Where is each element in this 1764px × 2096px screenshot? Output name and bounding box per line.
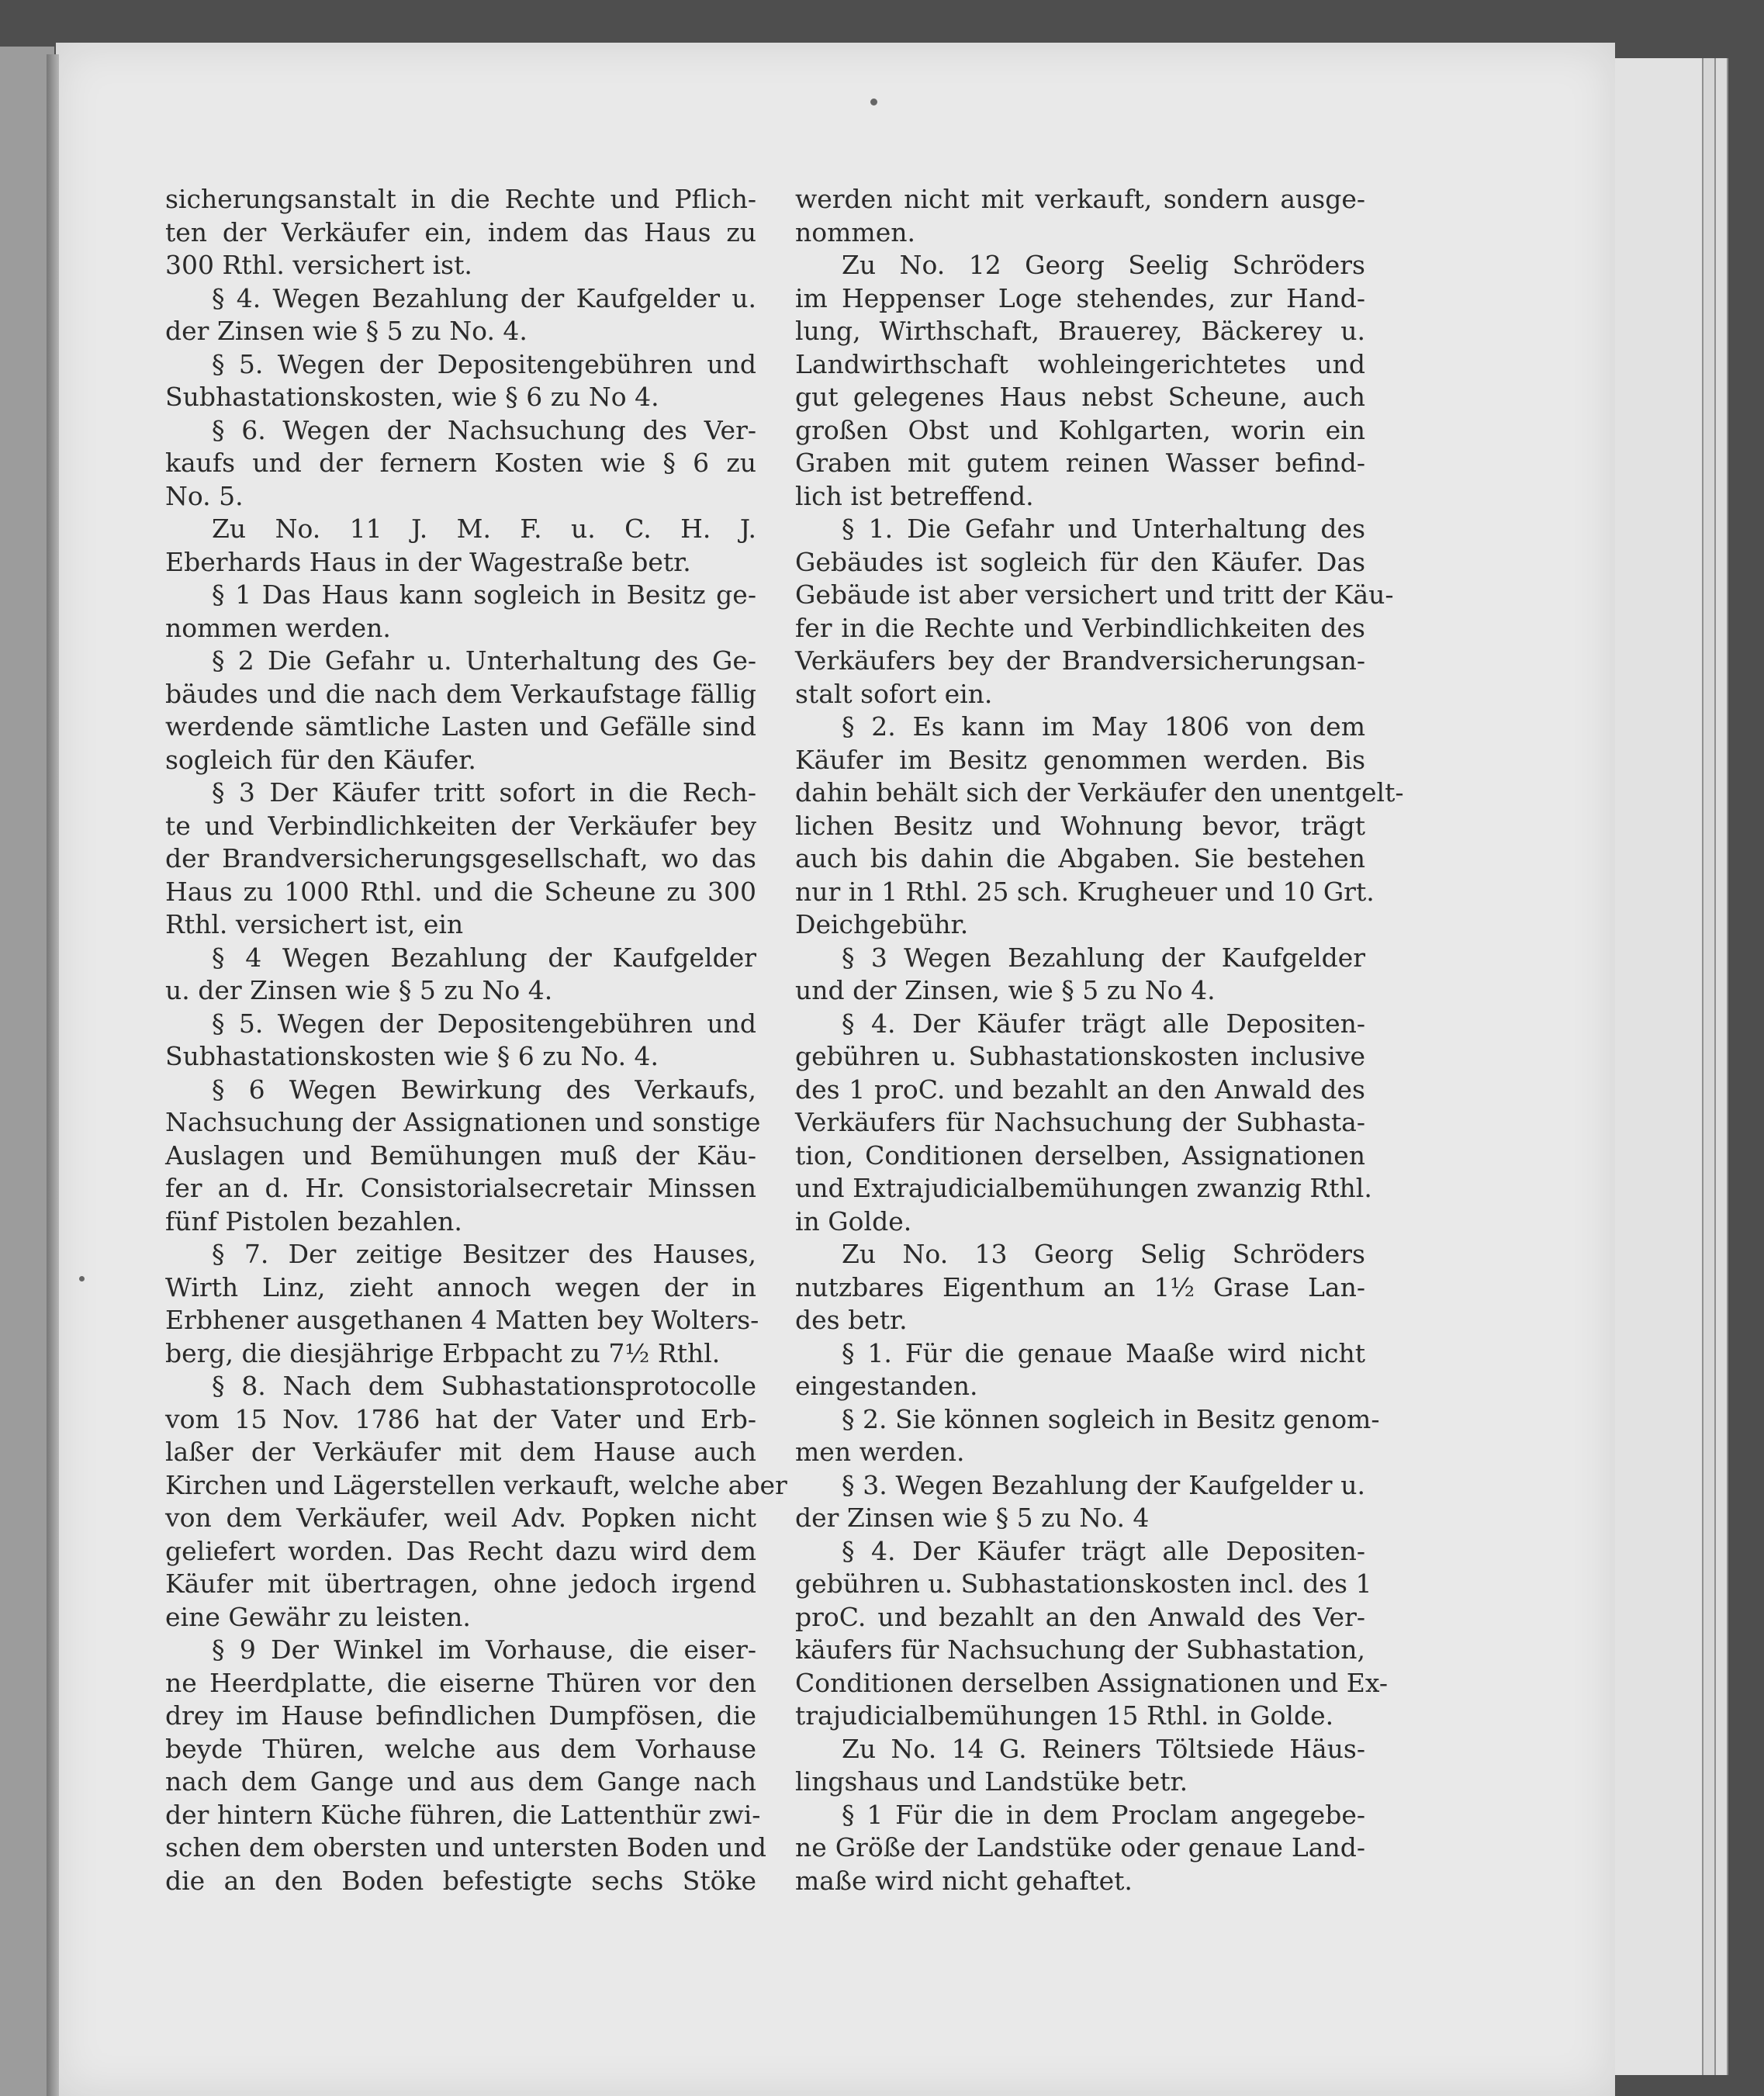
text-line: der Zinsen wie § 5 zu No. 4.: [165, 316, 527, 346]
text-line: schen dem obersten und untersten Boden und: [165, 1832, 766, 1863]
text-line: § 1 Für die in dem Proclam angegebe-: [842, 1799, 1365, 1830]
text-line: auch bis dahin die Abgaben. Sie bestehen: [795, 843, 1365, 873]
text-line: fer in die Rechte und Verbindlichkeiten des: [795, 612, 1365, 643]
text-line: sicherungsanstalt in die Rechte und Pflich-: [165, 184, 756, 214]
text-line: in Golde.: [795, 1205, 912, 1237]
text-line: Deichgebühr.: [795, 909, 969, 939]
text-line: No. 5.: [165, 480, 244, 511]
text-line: § 3 Der Käufer tritt sofort in die Rech-: [212, 777, 756, 808]
ink-spot: [79, 1276, 85, 1281]
text-line: geliefert worden. Das Recht dazu wird dem: [165, 1535, 756, 1566]
text-line: laßer der Verkäufer mit dem Hause auch: [165, 1437, 756, 1467]
text-line: Käufer im Besitz genommen werden. Bis: [795, 744, 1365, 775]
text-line: Erbhener ausgethanen 4 Matten bey Wolters-: [165, 1305, 759, 1335]
text-line: der Brandversicherungsgesellschaft, wo das: [165, 843, 756, 873]
text-line: § 1. Für die genaue Maaße wird nicht: [842, 1337, 1365, 1368]
text-line: drey im Hause befindlichen Dumpfösen, die: [165, 1700, 756, 1731]
text-line: bäudes und die nach dem Verkaufstage fällig: [165, 678, 756, 709]
text-line: sogleich für den Käufer.: [165, 744, 476, 775]
text-line: stalt sofort ein.: [795, 678, 993, 709]
text-line: trajudicialbemühungen 15 Rthl. in Golde.: [795, 1700, 1334, 1731]
text-line: § 1 Das Haus kann sogleich in Besitz ge-: [212, 579, 756, 610]
text-line: eine Gewähr zu leisten.: [165, 1601, 471, 1632]
text-line: dahin behält sich der Verkäufer den unentgelt-: [795, 777, 1404, 808]
text-line: Gebäude ist aber versichert und tritt der Käu-: [795, 579, 1394, 610]
text-line: Käufer mit übertragen, ohne jedoch irgend: [165, 1569, 756, 1599]
text-line: und der Zinsen, wie § 5 zu No 4.: [795, 975, 1216, 1005]
text-line: § 4. Wegen Bezahlung der Kaufgelder u.: [212, 282, 756, 313]
text-line: Zu No. 11 J. M. F. u. C. H. J.: [212, 514, 756, 544]
text-line: tion, Conditionen derselben, Assignationen: [795, 1140, 1365, 1171]
text-line: fünf Pistolen bezahlen.: [165, 1205, 462, 1237]
text-line: des 1 proC. und bezahlt an den Anwald des: [795, 1074, 1365, 1105]
text-line: ne Größe der Landstüke oder genaue Land-: [795, 1832, 1365, 1863]
text-line: § 1. Die Gefahr und Unterhaltung des: [842, 514, 1365, 544]
text-line: der Zinsen wie § 5 zu No. 4: [795, 1503, 1150, 1533]
text-line: Subhastationskosten wie § 6 zu No. 4.: [165, 1041, 659, 1071]
text-line: § 8. Nach dem Subhastationsprotocolle: [212, 1371, 756, 1401]
text-line: Eberhards Haus in der Wagestraße betr.: [165, 546, 691, 577]
text-line: § 7. Der zeitige Besitzer des Hauses,: [212, 1239, 756, 1269]
text-line: beyde Thüren, welche aus dem Vorhause: [165, 1733, 756, 1764]
text-line: des betr.: [795, 1305, 908, 1335]
left-text-column: [165, 183, 787, 1897]
text-line: nommen werden.: [165, 612, 391, 643]
text-line: Zu No. 13 Georg Selig Schröders: [842, 1239, 1365, 1269]
text-line: § 4. Der Käufer trägt alle Depositen-: [842, 1535, 1365, 1566]
text-line: der hintern Küche führen, die Lattenthür zwi-: [165, 1799, 761, 1830]
text-line: von dem Verkäufer, weil Adv. Popken nicht: [165, 1503, 756, 1533]
text-line: gebühren u. Subhastationskosten inclusive: [795, 1041, 1365, 1071]
text-line: te und Verbindlichkeiten der Verkäufer bey: [165, 810, 756, 841]
text-line: ten der Verkäufer ein, indem das Haus zu: [165, 216, 756, 247]
text-line: Conditionen derselben Assignationen und Ex-: [795, 1667, 1389, 1698]
text-line: vom 15 Nov. 1786 hat der Vater und Erb-: [165, 1403, 756, 1434]
text-line: im Heppenser Loge stehendes, zur Hand-: [795, 282, 1365, 313]
text-line: Gebäudes ist sogleich für den Käufer. Das: [795, 546, 1365, 577]
text-line: nach dem Gange und aus dem Gange nach: [165, 1766, 756, 1797]
text-line: berg, die diesjährige Erbpacht zu 7½ Rthl.: [165, 1337, 721, 1368]
text-line: u. der Zinsen wie § 5 zu No 4.: [165, 975, 553, 1005]
text-line: ne Heerdplatte, die eiserne Thüren vor den: [165, 1667, 756, 1698]
text-line: Landwirthschaft wohleingerichtetes und: [795, 348, 1365, 379]
text-line: lich ist betreffend.: [795, 480, 1034, 511]
text-line: gut gelegenes Haus nebst Scheune, auch: [795, 382, 1365, 412]
text-line: Verkäufers für Nachsuchung der Subhasta-: [795, 1107, 1365, 1137]
text-line: Verkäufers bey der Brandversicherungsan-: [795, 645, 1365, 676]
text-line: kaufs und der fernern Kosten wie § 6 zu: [165, 448, 756, 478]
text-line: und Extrajudicialbemühungen zwanzig Rthl.: [795, 1173, 1372, 1203]
text-line: lung, Wirthschaft, Brauerey, Bäckerey u.: [795, 316, 1365, 346]
text-line: § 4 Wegen Bezahlung der Kaufgelder: [212, 942, 756, 973]
text-line: § 3 Wegen Bezahlung der Kaufgelder: [842, 942, 1365, 973]
text-line: nommen.: [795, 216, 915, 247]
text-line: § 2 Die Gefahr u. Unterhaltung des Ge-: [212, 645, 756, 676]
text-line: lichen Besitz und Wohnung bevor, trägt: [795, 810, 1365, 841]
text-line: § 6 Wegen Bewirkung des Verkaufs,: [212, 1074, 756, 1105]
text-line: § 5. Wegen der Depositengebühren und: [212, 1008, 756, 1039]
text-line: men werden.: [795, 1437, 965, 1467]
text-line: werden nicht mit verkauft, sondern ausge-: [795, 184, 1365, 214]
text-line: eingestanden.: [795, 1371, 978, 1401]
text-line: 300 Rthl. versichert ist.: [165, 250, 472, 280]
text-line: großen Obst und Kohlgarten, worin ein: [795, 414, 1365, 445]
text-line: Auslagen und Bemühungen muß der Käu-: [165, 1140, 756, 1171]
text-line: Rthl. versichert ist, ein: [165, 909, 464, 939]
text-line: § 4. Der Käufer trägt alle Depositen-: [842, 1008, 1365, 1039]
text-line: § 5. Wegen der Depositengebühren und: [212, 348, 756, 379]
text-line: Wirth Linz, zieht annoch wegen der in: [165, 1271, 756, 1302]
ink-spot: [870, 99, 877, 105]
text-line: käufers für Nachsuchung der Subhastation,: [795, 1634, 1365, 1665]
text-line: Subhastationskosten, wie § 6 zu No 4.: [165, 382, 659, 412]
text-line: proC. und bezahlt an den Anwald des Ver-: [795, 1601, 1365, 1632]
page-gutter: [47, 54, 59, 2096]
text-line: § 6. Wegen der Nachsuchung des Ver-: [212, 414, 756, 445]
text-line: gebühren u. Subhastationskosten incl. des 1: [795, 1569, 1372, 1599]
text-line: die an den Boden befestigte sechs Stöke: [165, 1865, 756, 1896]
text-line: § 3. Wegen Bezahlung der Kaufgelder u.: [842, 1469, 1365, 1500]
text-line: fer an d. Hr. Consistorialsecretair Minssen: [165, 1173, 756, 1203]
text-line: § 2. Es kann im May 1806 von dem: [842, 711, 1365, 742]
text-line: § 9 Der Winkel im Vorhause, die eiser-: [212, 1634, 756, 1665]
text-line: maße wird nicht gehaftet.: [795, 1865, 1133, 1896]
text-line: Zu No. 14 G. Reiners Töltsiede Häus-: [842, 1733, 1365, 1764]
text-line: nur in 1 Rthl. 25 sch. Krugheuer und 10 Grt.: [795, 876, 1375, 907]
text-line: werdende sämtliche Lasten und Gefälle sind: [165, 711, 756, 742]
text-line: § 2. Sie können sogleich in Besitz genom-: [842, 1403, 1380, 1434]
text-line: lingshaus und Landstüke betr.: [795, 1766, 1188, 1797]
text-line: Zu No. 12 Georg Seelig Schröders: [842, 250, 1365, 280]
right-text-column: [795, 183, 1404, 1897]
text-line: nutzbares Eigenthum an 1½ Grase Lan-: [795, 1271, 1365, 1302]
text-line: Nachsuchung der Assignationen und sonstige: [165, 1107, 761, 1137]
text-line: Graben mit gutem reinen Wasser befind-: [795, 448, 1365, 478]
text-line: Kirchen und Lägerstellen verkauft, welche aber: [165, 1469, 787, 1500]
text-line: Haus zu 1000 Rthl. und die Scheune zu 300: [165, 876, 756, 907]
